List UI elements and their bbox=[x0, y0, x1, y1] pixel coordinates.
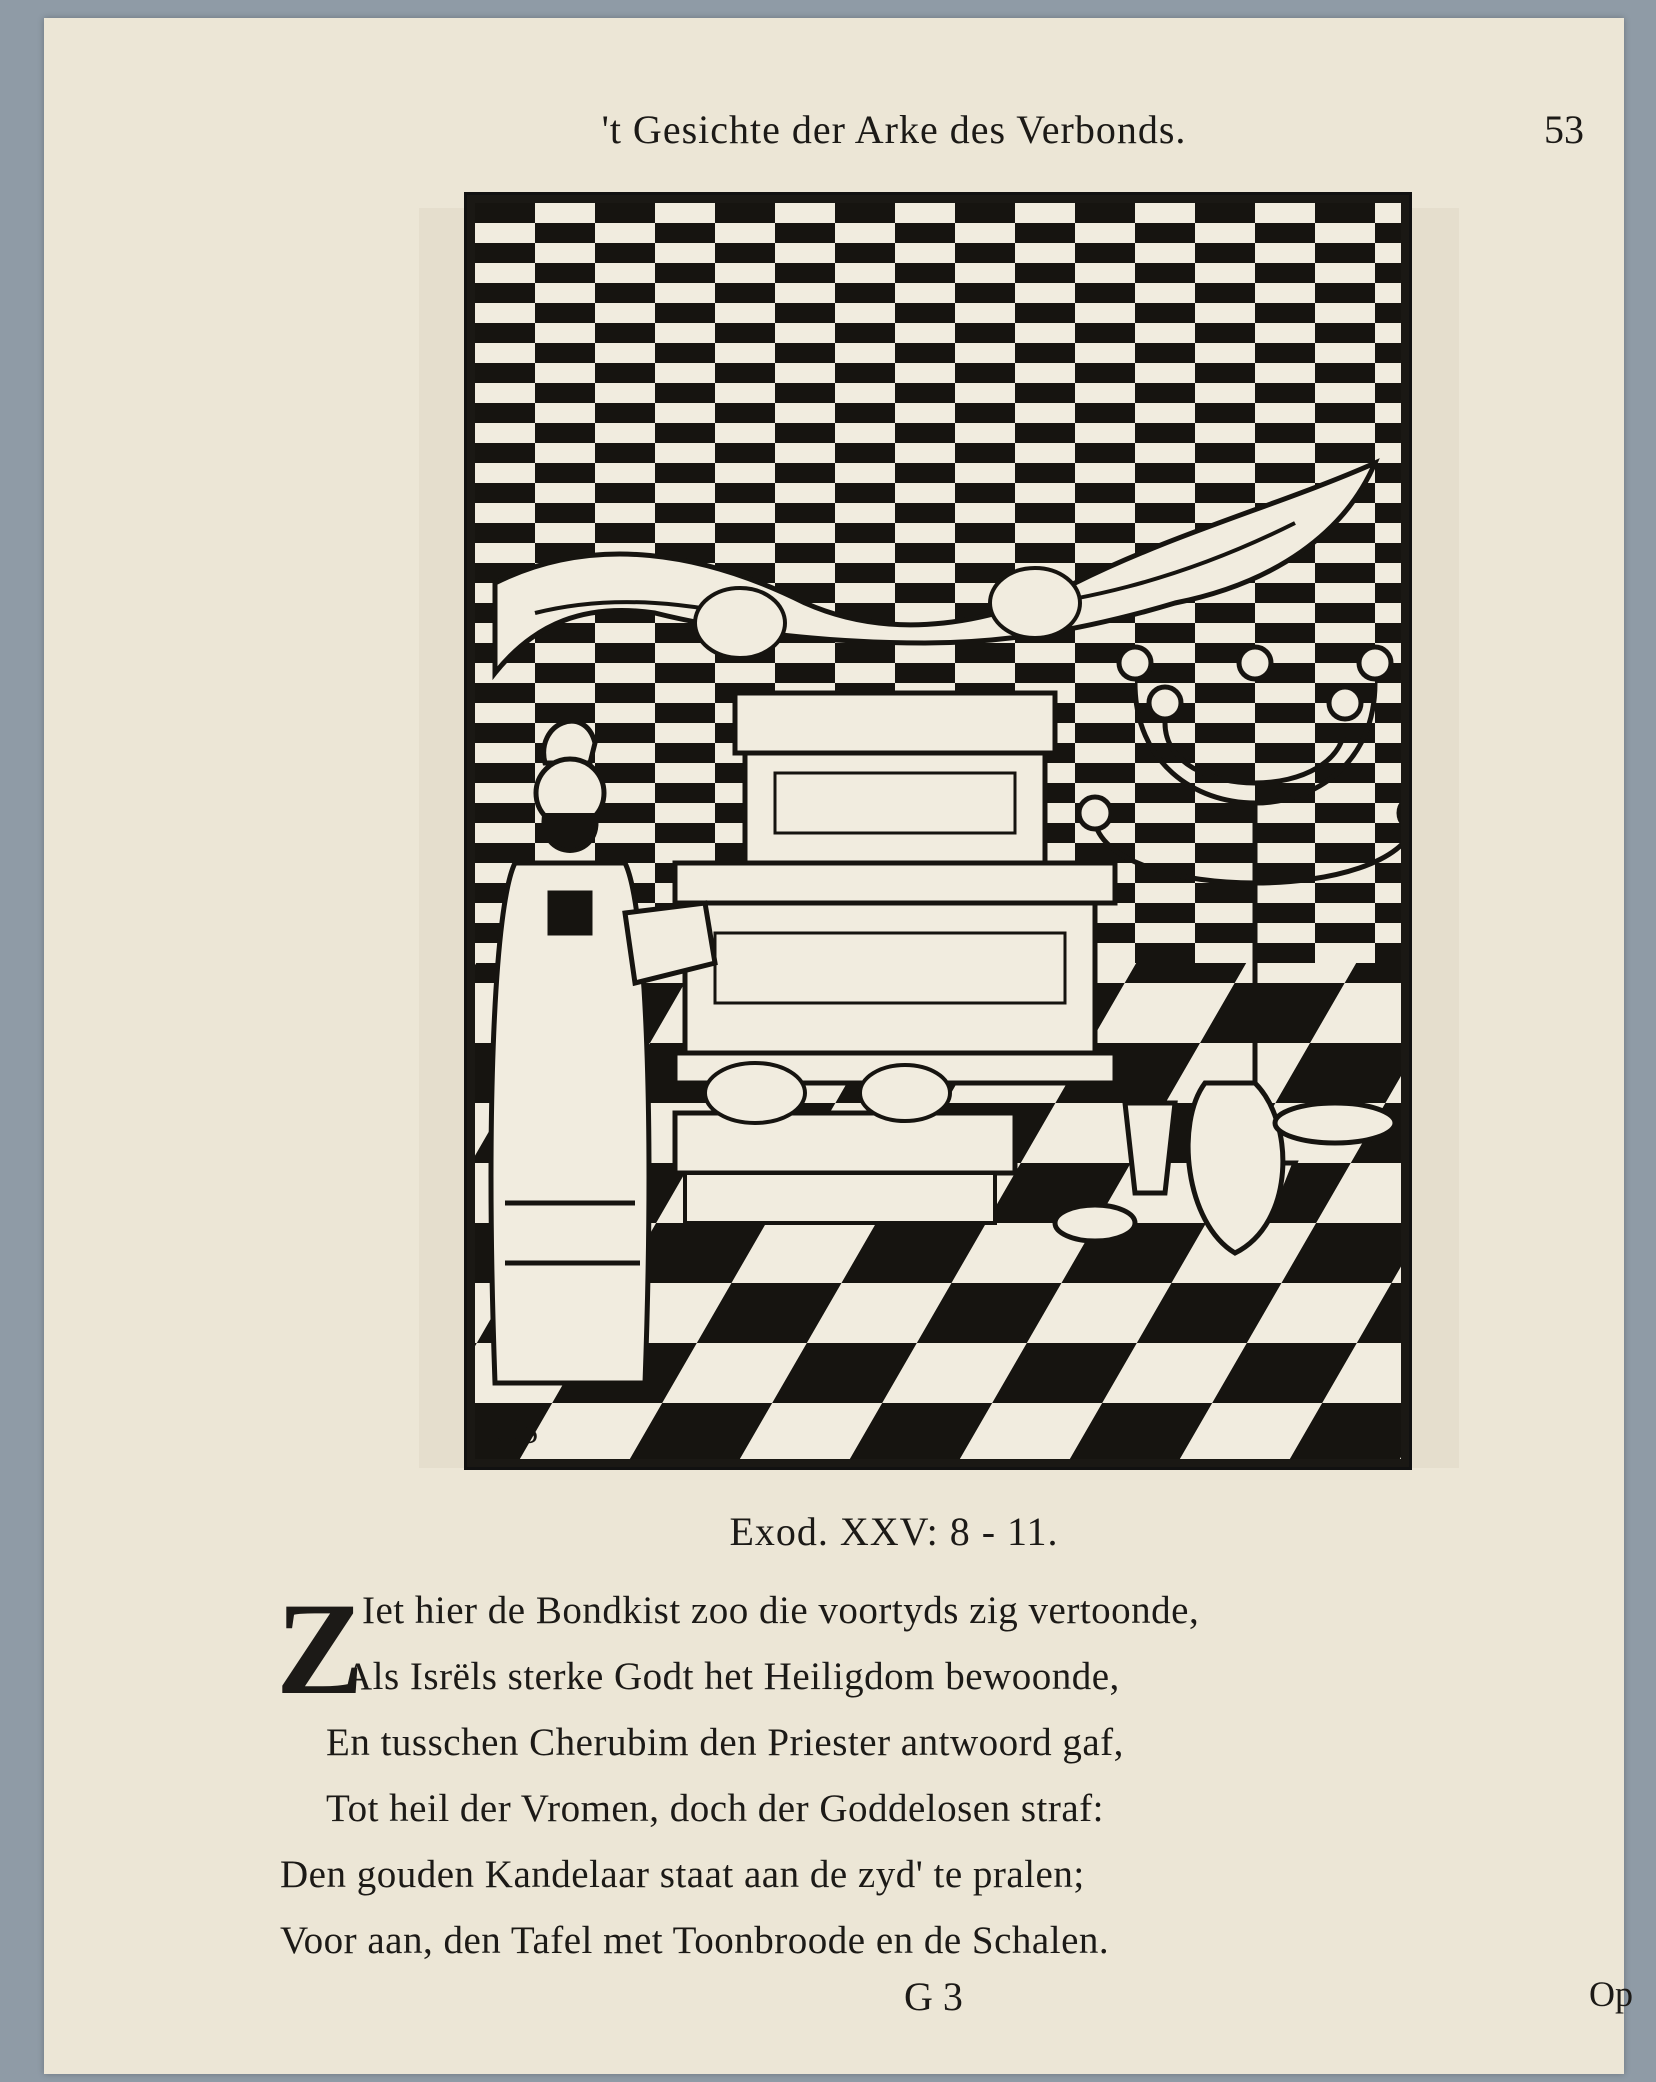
verse-line: Als Isrëls sterke Godt het Heiligdom bewoonde, bbox=[344, 1655, 1120, 1698]
book-page bbox=[44, 18, 1633, 2074]
woodcut-illustration bbox=[475, 203, 1401, 1459]
verse-line: Voor aan, den Tafel met Toonbroode en de Schalen. bbox=[280, 1919, 1110, 1962]
running-head: 't Gesichte der Arke des Verbonds. bbox=[601, 107, 1187, 152]
verse-line: Tot heil der Vromen, doch der Goddelosen straf: bbox=[326, 1787, 1105, 1830]
woodcut-plate bbox=[464, 192, 1412, 1470]
scripture-reference: Exod. XXV: 8 - 11. bbox=[729, 1509, 1059, 1554]
engraver-monogram: CS bbox=[495, 1411, 540, 1451]
catchword: Op bbox=[1589, 1974, 1633, 2014]
ark-of-covenant bbox=[675, 693, 1115, 1083]
verse-line: En tusschen Cherubim den Priester antwoord gaf, bbox=[326, 1721, 1124, 1764]
verse-line: Den gouden Kandelaar staat aan de zyd' te pralen; bbox=[280, 1853, 1085, 1896]
signature-mark: G 3 bbox=[904, 1974, 963, 2019]
page-number: 53 bbox=[1544, 107, 1584, 152]
verse-line: Iet hier de Bondkist zoo die voortyds zig vertoonde, bbox=[362, 1589, 1200, 1632]
drop-capital: Z bbox=[276, 1575, 365, 1722]
